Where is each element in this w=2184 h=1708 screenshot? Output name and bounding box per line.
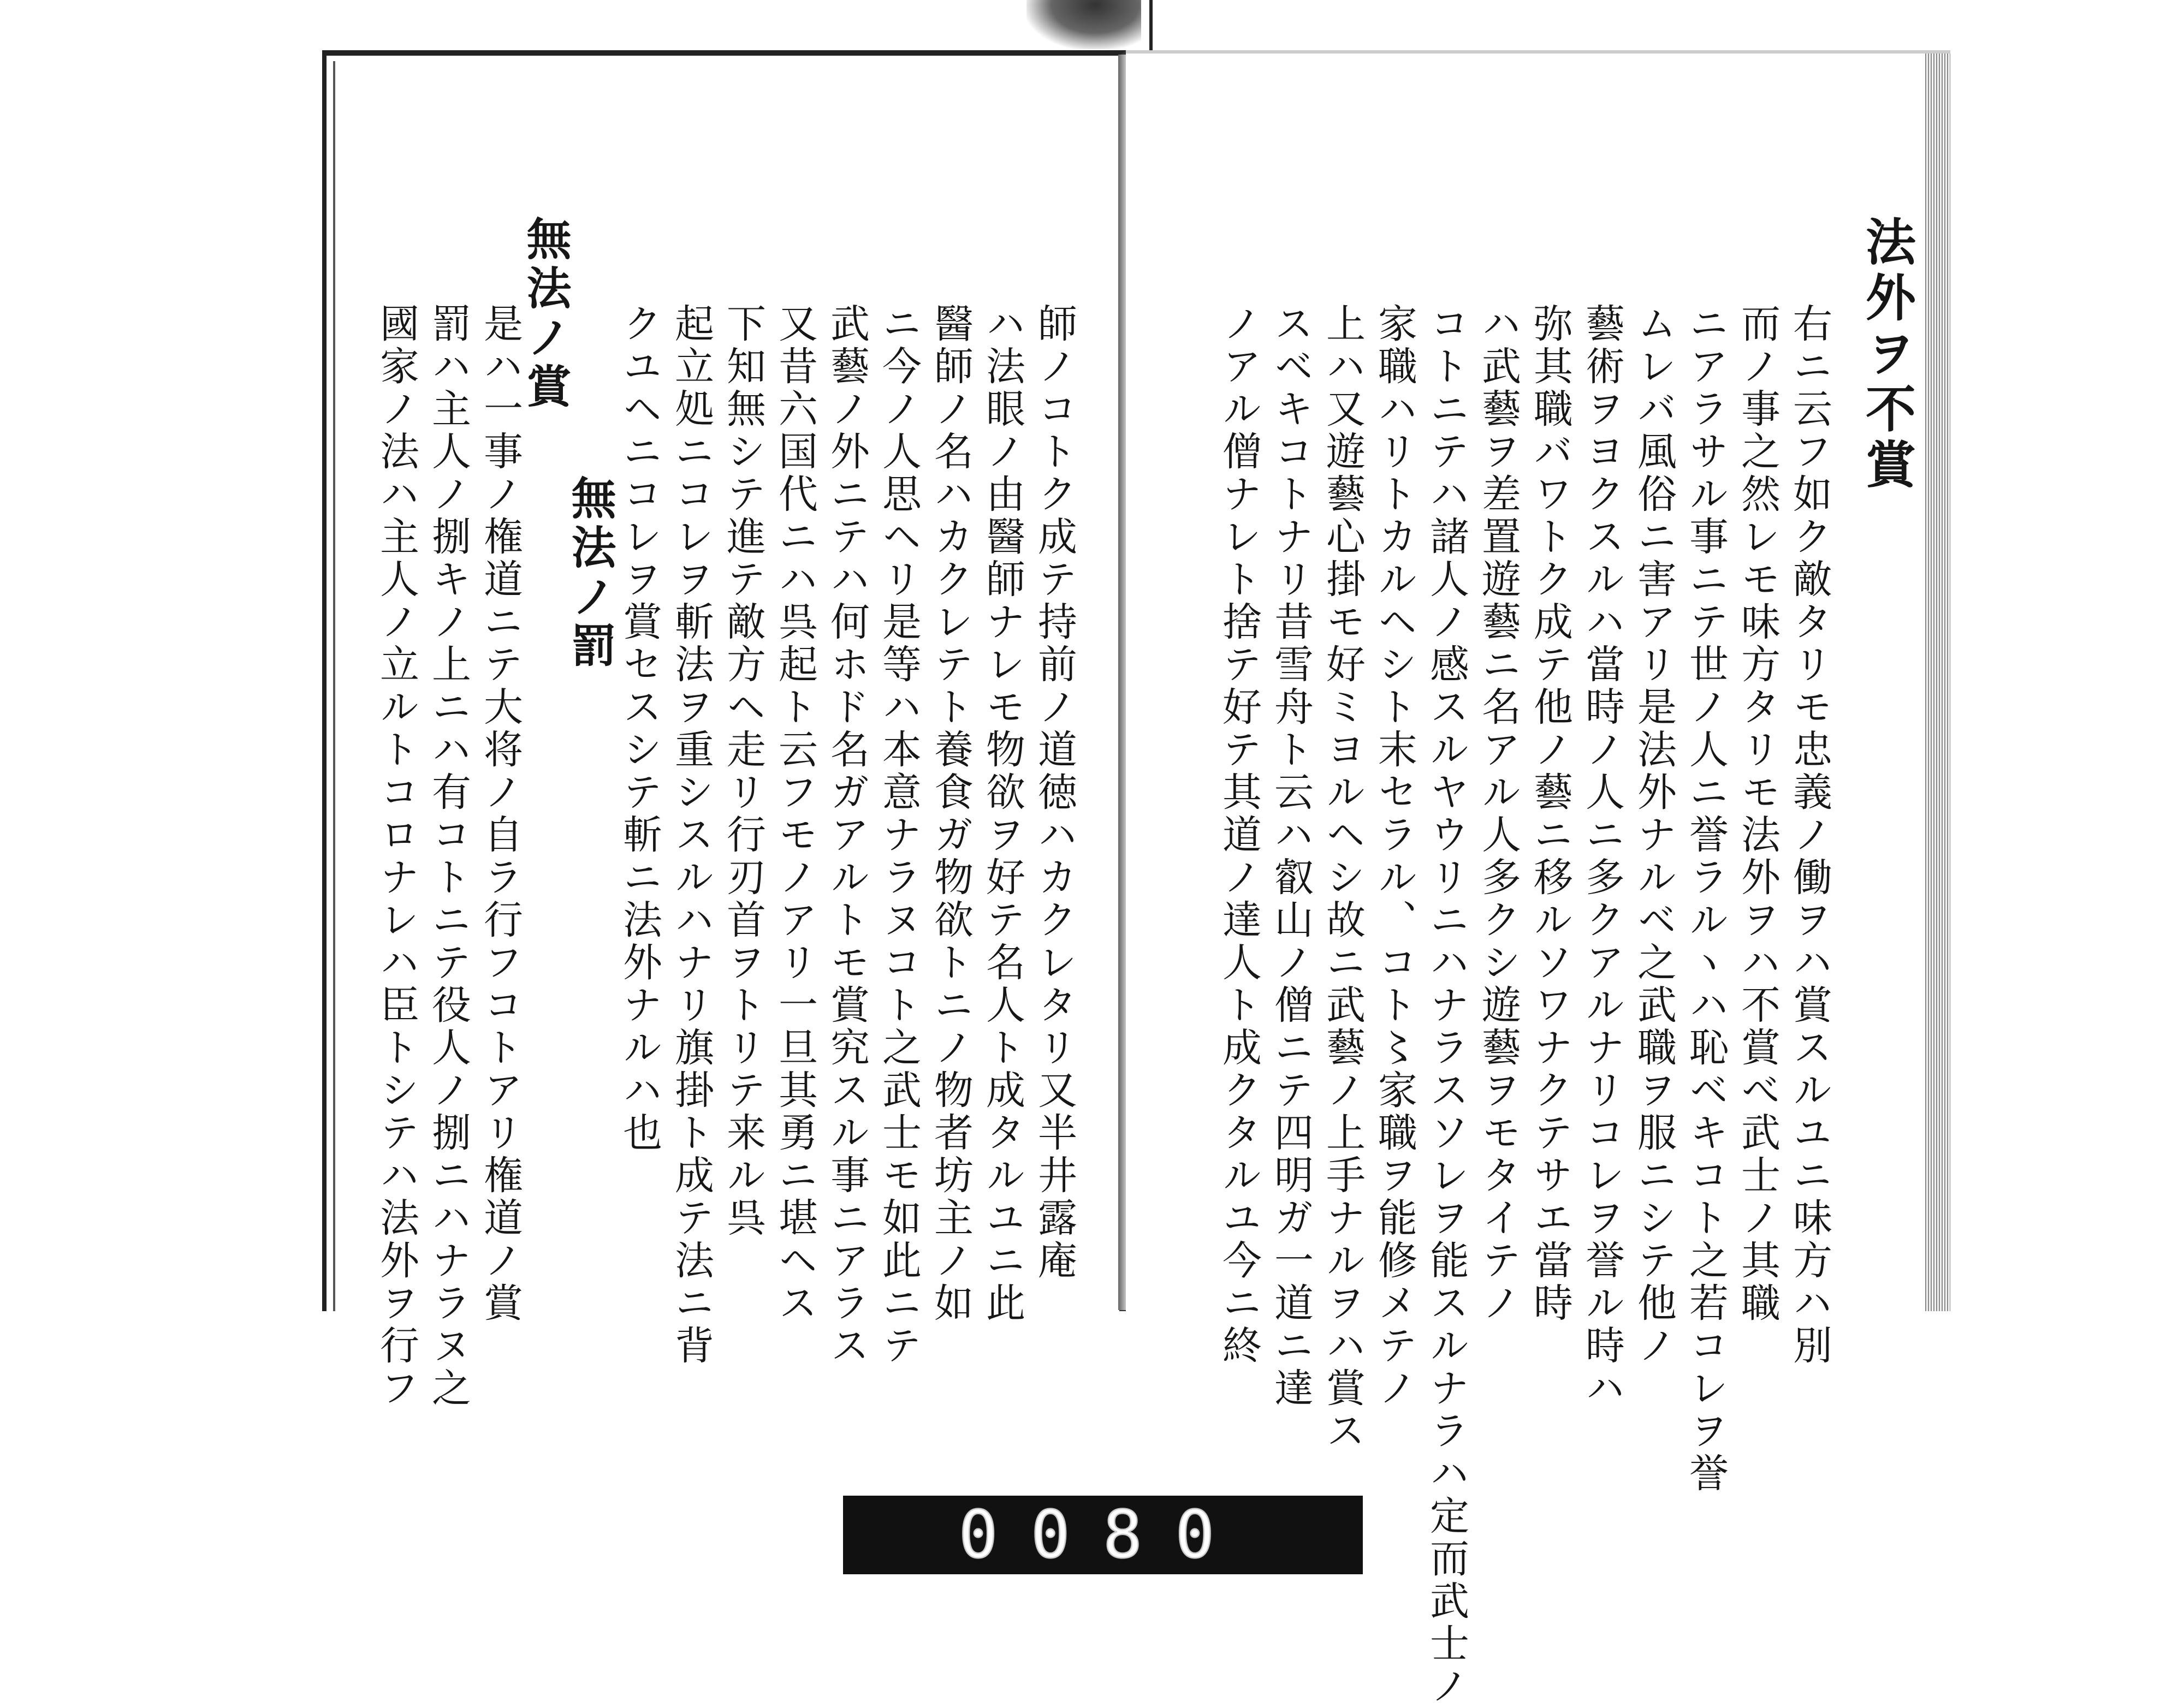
left-line-8: 起立処ニコレヲ斬法ヲ重シスルハナリ旗掛ト成テ法ニ背 [668,303,714,1367]
right-line-9: 家職ハリトカルヘシト末セラル、コト〻家職ヲ能修メテノ [1372,303,1417,1410]
left-sub-heading: 無法ノ罰 [564,475,616,671]
left-line-4: ニ今ノ人思ヘリ是等ハ本意ナラヌコト之武士モ如此ニテ [876,303,922,1367]
right-line-6: 弥其職バワトク成テ他ノ藝ニ移ルソワナクテサエ當時 [1527,303,1573,1325]
right-line-11: スベキコトナリ昔雪舟ト云ハ叡山ノ僧ニテ四明ガ一道ニ達 [1268,303,1314,1410]
right-line-2: 而ノ事之然レモ味方タリモ法外ヲハ不賞べ武士ノ其職 [1735,303,1781,1325]
left-line-9: クユヘニコレヲ賞セスシテ斬ニ法外ナルハ也 [616,303,662,1154]
right-page-heading: 法外ヲ不賞 [1857,216,1916,494]
left-line-1: 師ノコトク成テ持前ノ道徳ハカクレタリ又半井露庵 [1031,303,1077,1282]
right-line-10: 上ハ又遊藝心掛モ好ミヨルヘシ故ニ武藝ノ上手ナルヲハ賞ス [1320,303,1366,1453]
right-line-1: 右ニ云フ如ク敵タリモ忠義ノ働ヲハ賞スルユニ味方ハ別 [1787,303,1832,1367]
right-line-7: ハ武藝ヲ差置遊藝ニ名アル人多クシ遊藝ヲモタイテノ [1475,303,1521,1325]
page-edge [1925,53,1950,1311]
left-line-5: 武藝ノ外ニテハ何ホド名ガアルトモ賞究スル事ニアラス [824,303,870,1367]
right-line-4: ムレバ風俗ニ害アリ是法外ナルベ之武職ヲ服ニシテ他ノ [1631,303,1677,1367]
left-section-line-1: 是ハ一事ノ権道ニテ大将ノ自ラ行フコトアリ権道ノ賞 [477,303,523,1325]
right-line-3: ニアラサル事ニテ世ノ人ニ誉ラルヽハ恥ベキコト之若コレヲ誉 [1683,303,1729,1495]
right-line-12: ノアル僧ナレト捨テ好テ其道ノ達人ト成クタルユ今ニ終 [1216,303,1262,1367]
right-line-8: コトニテハ諸人ノ感スルヤウリニハナラスソレヲ能スルナラハ定而武士ノ [1423,303,1469,1708]
left-section-heading: 無法ノ賞 [519,216,572,412]
scan-smudge [1026,0,1141,49]
page-number: 0080 [958,1497,1248,1573]
right-line-5: 藝術ヲヨクスルハ當時ノ人ニ多クアルナリコレヲ誉ル時ハ [1579,303,1625,1410]
left-line-6: 又昔六国代ニハ呉起ト云フモノアリ一旦其勇ニ堪ヘス [772,303,818,1325]
left-line-3: 醫師ノ名ハカクレテト養食ガ物欲トニノ物者坊主ノ如 [928,303,974,1325]
page-number-plate [843,1496,1363,1574]
left-line-7: 下知無シテ進テ敵方ヘ走リ行刃首ヲトリテ来ル呉 [720,303,766,1240]
left-line-2: ハ法眼ノ由醫師ナレモ物欲ヲ好テ名人ト成タルユニ此 [980,303,1025,1325]
left-section-line-2: 罰ハ主人ノ捌キノ上ニハ有コトニテ役人ノ捌ニハナラヌ之 [425,303,471,1410]
left-section-line-3: 國家ノ法ハ主人ノ立ルトコロナレハ臣トシテハ法外ヲ行フ [373,303,419,1410]
